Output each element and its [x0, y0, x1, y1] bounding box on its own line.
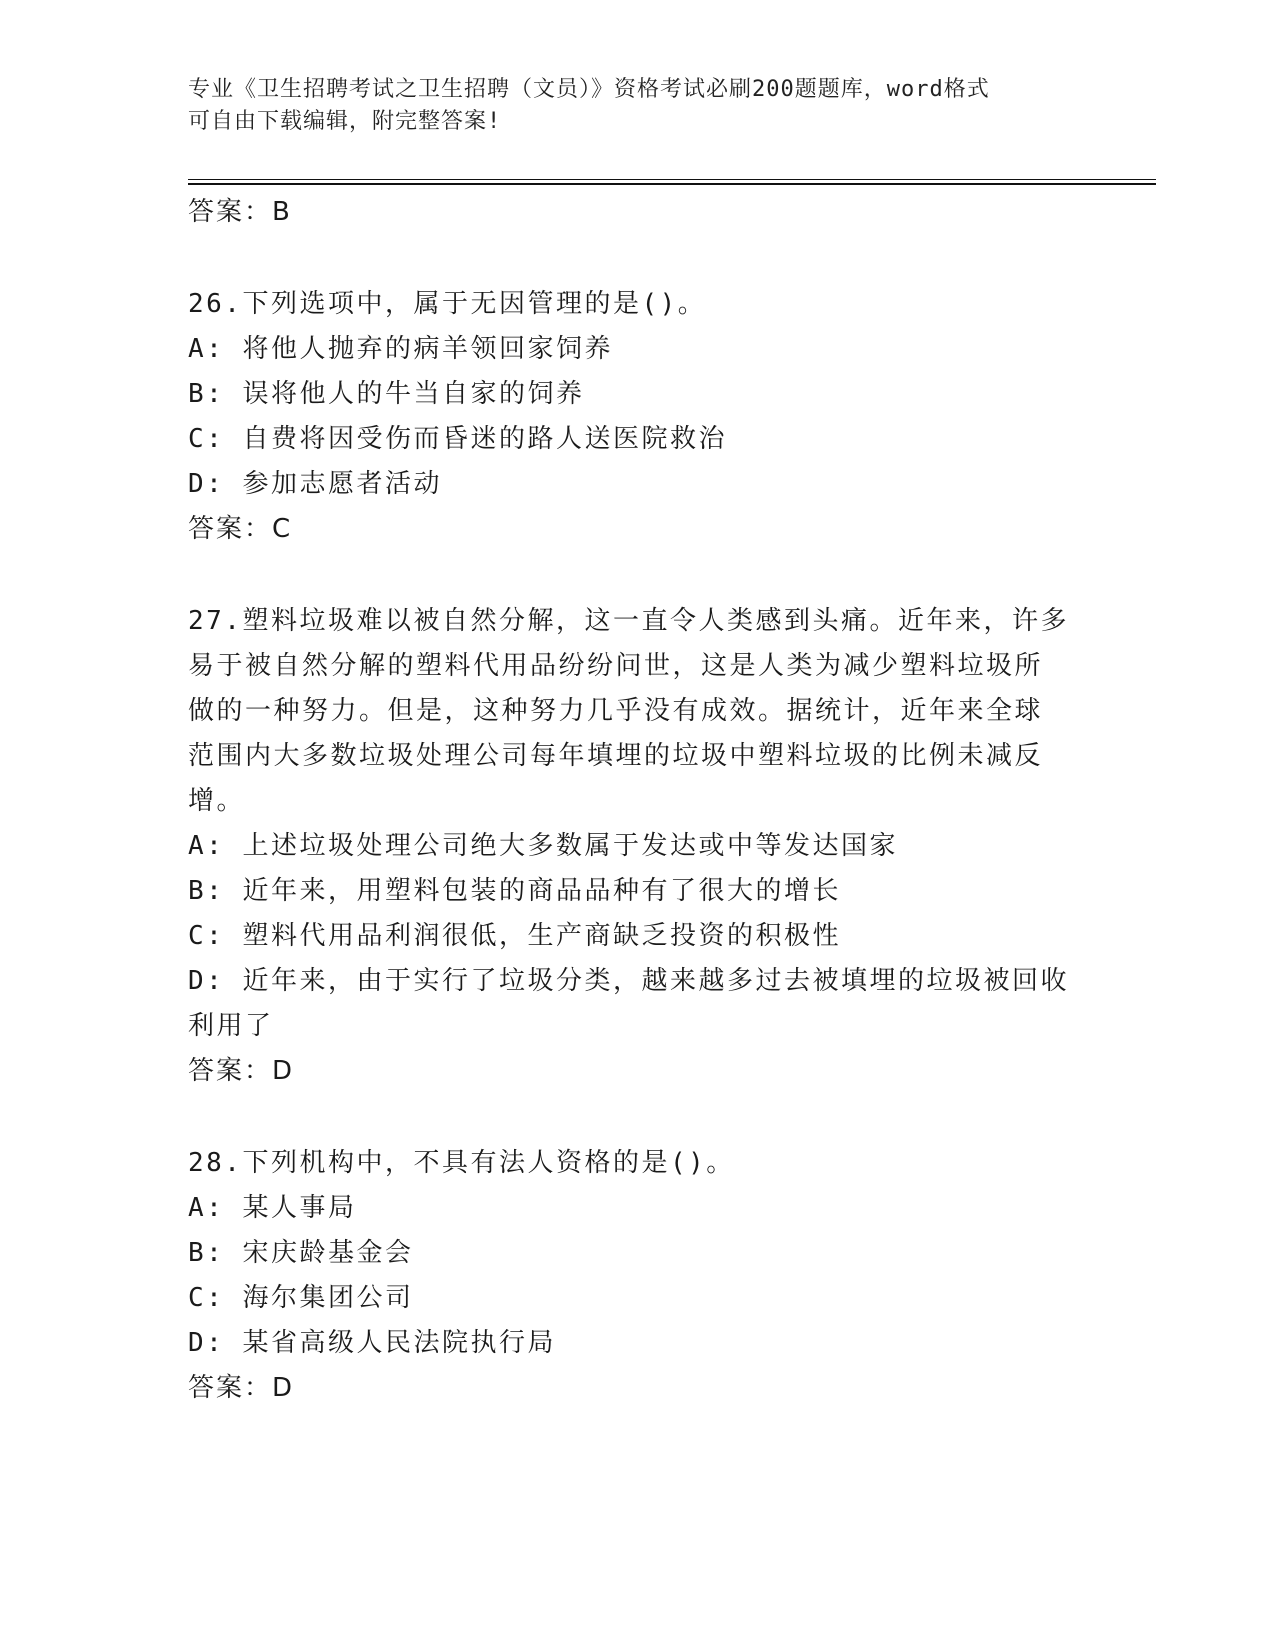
question-item	[188, 282, 1088, 552]
option-b: B: 近年来，用塑料包装的商品品种有了很大的增长	[188, 876, 841, 906]
option-b: B: 误将他人的牛当自家的饲养	[188, 379, 585, 409]
question-item	[188, 599, 1088, 1094]
header-rule-thick	[188, 183, 1156, 185]
header-line-2: 可自由下载编辑，附完整答案!	[188, 109, 502, 134]
option-d: D: 参加志愿者活动	[188, 469, 442, 499]
previous-answer: 答案：B	[188, 197, 292, 227]
question-item	[188, 1141, 1088, 1411]
option-a: A: 上述垃圾处理公司绝大多数属于发达或中等发达国家	[188, 831, 898, 861]
option-a: A: 将他人抛弃的病羊领回家饲养	[188, 334, 613, 364]
answer-label: 答案：D	[188, 1373, 295, 1403]
option-a: A: 某人事局	[188, 1193, 357, 1223]
answer-label: 答案：D	[188, 1056, 295, 1086]
spacer	[188, 1094, 1088, 1141]
question-stem: 28.下列机构中，不具有法人资格的是()。	[188, 1148, 735, 1178]
question-stem-line: 做的一种努力。但是，这种努力几乎没有成效。据统计，近年来全球	[188, 696, 1044, 726]
answer-label: 答案：C	[188, 514, 293, 544]
header-line-1: 专业《卫生招聘考试之卫生招聘（文员）》资格考试必刷200题题库，word格式	[188, 77, 990, 102]
option-c: C: 塑料代用品利润很低，生产商缺乏投资的积极性	[188, 921, 841, 951]
option-c: C: 海尔集团公司	[188, 1283, 414, 1313]
header-rule-thin	[188, 179, 1156, 180]
option-d-continued: 利用了	[188, 1011, 274, 1041]
question-stem-line: 27.塑料垃圾难以被自然分解，这一直令人类感到头痛。近年来，许多	[188, 606, 1069, 636]
option-d: D: 近年来，由于实行了垃圾分类，越来越多过去被填埋的垃圾被回收	[188, 966, 1069, 996]
question-stem-line: 增。	[188, 786, 246, 816]
question-list	[188, 190, 1088, 1411]
spacer	[188, 552, 1088, 599]
spacer	[188, 235, 1088, 282]
option-c: C: 自费将因受伤而昏迷的路人送医院救治	[188, 424, 727, 454]
question-stem-line: 易于被自然分解的塑料代用品纷纷问世，这是人类为减少塑料垃圾所	[188, 651, 1044, 681]
question-stem-line: 范围内大多数垃圾处理公司每年填埋的垃圾中塑料垃圾的比例未减反	[188, 741, 1044, 771]
option-b: B: 宋庆龄基金会	[188, 1238, 414, 1268]
question-stem: 26.下列选项中，属于无因管理的是()。	[188, 289, 707, 319]
option-d: D: 某省高级人民法院执行局	[188, 1328, 556, 1358]
document-header	[188, 74, 1068, 138]
